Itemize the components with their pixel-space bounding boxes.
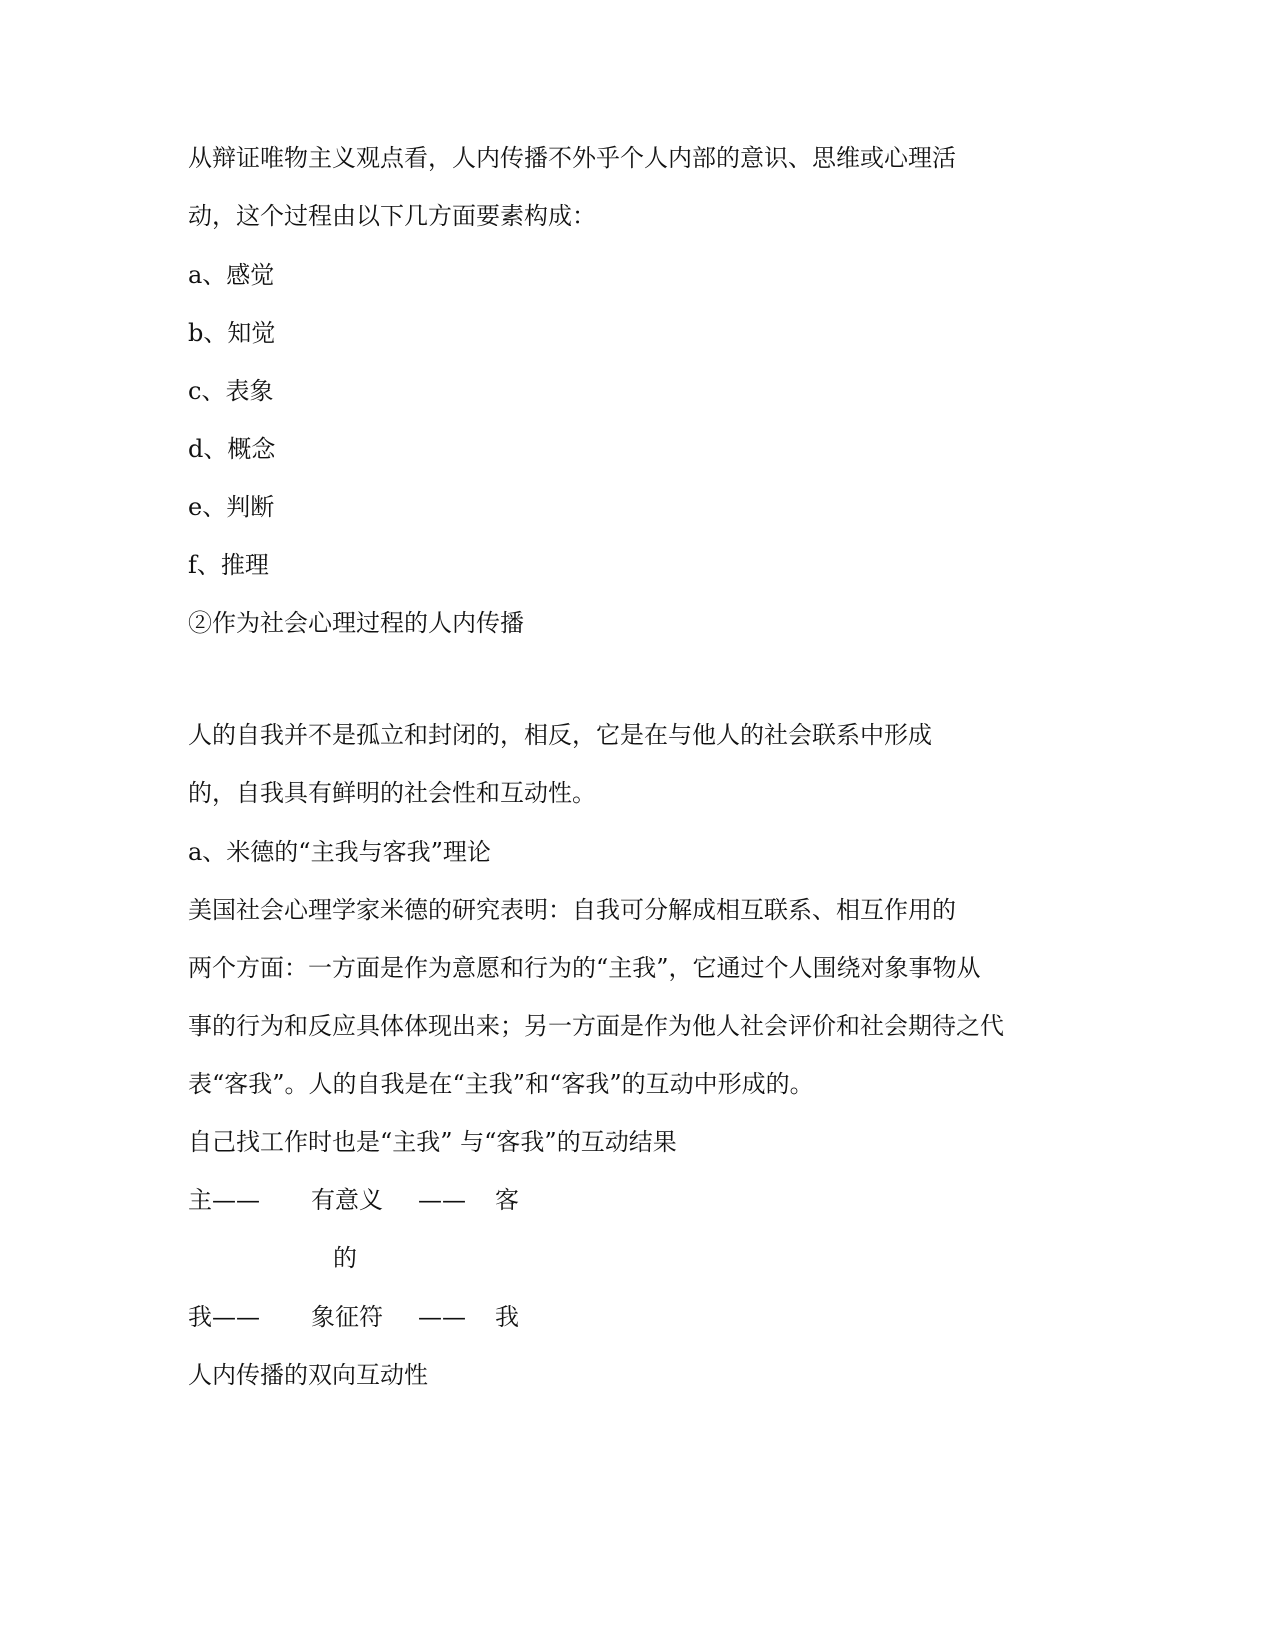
diagram-row1-middle: 有意义	[311, 1186, 383, 1214]
element-item-c: c、表象	[188, 377, 274, 405]
subheading-mead-theory: a、米德的“主我与客我”理论	[188, 838, 491, 866]
paragraph2-line1: 人的自我并不是孤立和封闭的，相反，它是在与他人的社会联系中形成	[188, 721, 932, 749]
diagram-row1-right: 客	[495, 1186, 519, 1214]
diagram-row1-dash: ——	[418, 1186, 466, 1214]
section2-heading: ②作为社会心理过程的人内传播	[188, 609, 524, 637]
paragraph2-line2: 的，自我具有鲜明的社会性和互动性。	[188, 779, 596, 807]
element-item-e: e、判断	[188, 493, 275, 521]
paragraph3-line1: 美国社会心理学家米德的研究表明：自我可分解成相互联系、相互作用的	[188, 896, 956, 924]
example-line: 自己找工作时也是“主我” 与“客我”的互动结果	[188, 1128, 677, 1156]
element-item-d: d、概念	[188, 435, 276, 463]
diagram-row3-left: 我——	[188, 1303, 260, 1331]
diagram-row2-middle: 的	[333, 1244, 357, 1272]
diagram-row3-right: 我	[495, 1303, 519, 1331]
paragraph3-line4: 表“客我”。人的自我是在“主我”和“客我”的互动中形成的。	[188, 1070, 814, 1098]
diagram-row3-dash: ——	[418, 1303, 466, 1331]
paragraph3-line2: 两个方面：一方面是作为意愿和行为的“主我”，它通过个人围绕对象事物从	[188, 954, 981, 982]
paragraph1-line1: 从辩证唯物主义观点看，人内传播不外乎个人内部的意识、思维或心理活	[188, 144, 956, 172]
closing-line: 人内传播的双向互动性	[188, 1361, 428, 1389]
element-item-a: a、感觉	[188, 261, 275, 289]
paragraph3-line3: 事的行为和反应具体体现出来；另一方面是作为他人社会评价和社会期待之代	[188, 1012, 1004, 1040]
diagram-row3-middle: 象征符	[311, 1303, 383, 1331]
element-item-b: b、知觉	[188, 319, 276, 347]
diagram-row1-left: 主——	[188, 1186, 260, 1214]
element-item-f: f、推理	[188, 551, 269, 579]
paragraph1-line2: 动，这个过程由以下几方面要素构成：	[188, 202, 596, 230]
